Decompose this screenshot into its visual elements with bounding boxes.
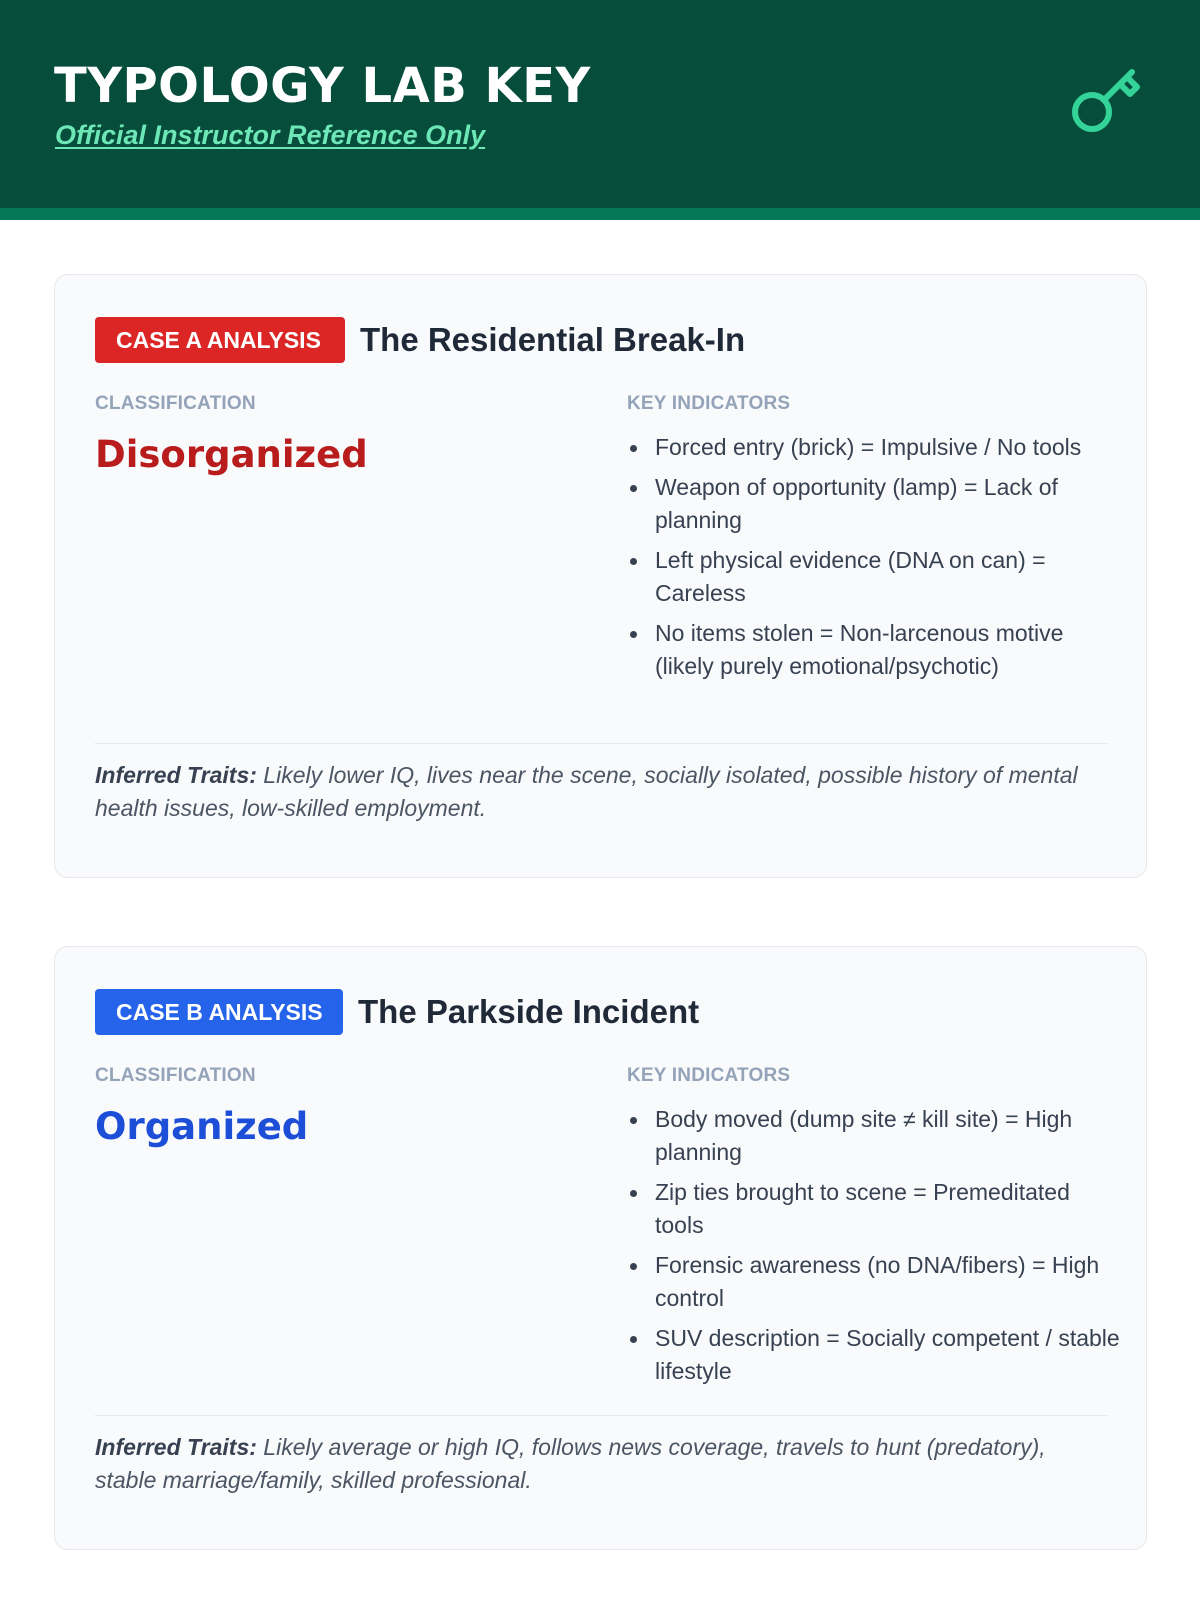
classification-label: CLASSIFICATION <box>95 393 256 414</box>
indicator-item: No items stolen = Non-larcenous motive (likely purely emotional/psychotic) <box>627 617 1122 683</box>
divider <box>95 1415 1107 1416</box>
case-a-badge: CASE A ANALYSIS <box>95 317 345 363</box>
key-indicators-label: KEY INDICATORS <box>627 1065 791 1086</box>
case-a-traits-text: Likely lower IQ, lives near the scene, socially isolated, possible history of mental health issues, low-skilled employment. <box>95 762 1078 821</box>
case-a-inferred-traits <box>95 759 1095 825</box>
inferred-traits-label: Inferred Traits: <box>95 762 257 788</box>
case-b-badge: CASE B ANALYSIS <box>95 989 343 1035</box>
inferred-traits-label: Inferred Traits: <box>95 1434 257 1460</box>
indicator-item: Zip ties brought to scene = Premeditated tools <box>627 1176 1122 1242</box>
indicator-item: Left physical evidence (DNA on can) = Careless <box>627 544 1122 610</box>
page-subtitle: Official Instructor Reference Only <box>55 120 486 150</box>
indicator-item: Weapon of opportunity (lamp) = Lack of planning <box>627 471 1122 537</box>
case-b-inferred-traits <box>95 1431 1095 1497</box>
case-b-indicator-list <box>627 1103 1122 1395</box>
case-a-indicator-list <box>627 431 1122 690</box>
indicator-item: Body moved (dump site ≠ kill site) = High planning <box>627 1103 1122 1169</box>
case-a-card <box>54 274 1147 878</box>
page-header <box>0 0 1200 220</box>
key-icon <box>1068 66 1144 142</box>
classification-label: CLASSIFICATION <box>95 1065 256 1086</box>
divider <box>95 743 1107 744</box>
indicator-item: SUV description = Socially competent / stable lifestyle <box>627 1322 1122 1388</box>
key-indicators-label: KEY INDICATORS <box>627 393 791 414</box>
indicator-item: Forensic awareness (no DNA/fibers) = High control <box>627 1249 1122 1315</box>
case-a-title: The Residential Break-In <box>360 321 746 358</box>
case-b-classification: Organized <box>95 1105 309 1148</box>
case-b-traits-text: Likely average or high IQ, follows news coverage, travels to hunt (predatory), stable marriage/family, skilled professional. <box>95 1434 1046 1493</box>
case-b-title: The Parkside Incident <box>358 993 700 1030</box>
case-b-card <box>54 946 1147 1550</box>
indicator-item: Forced entry (brick) = Impulsive / No tools <box>627 431 1122 464</box>
case-a-classification: Disorganized <box>95 433 368 476</box>
page-title: TYPOLOGY LAB KEY <box>54 58 591 114</box>
